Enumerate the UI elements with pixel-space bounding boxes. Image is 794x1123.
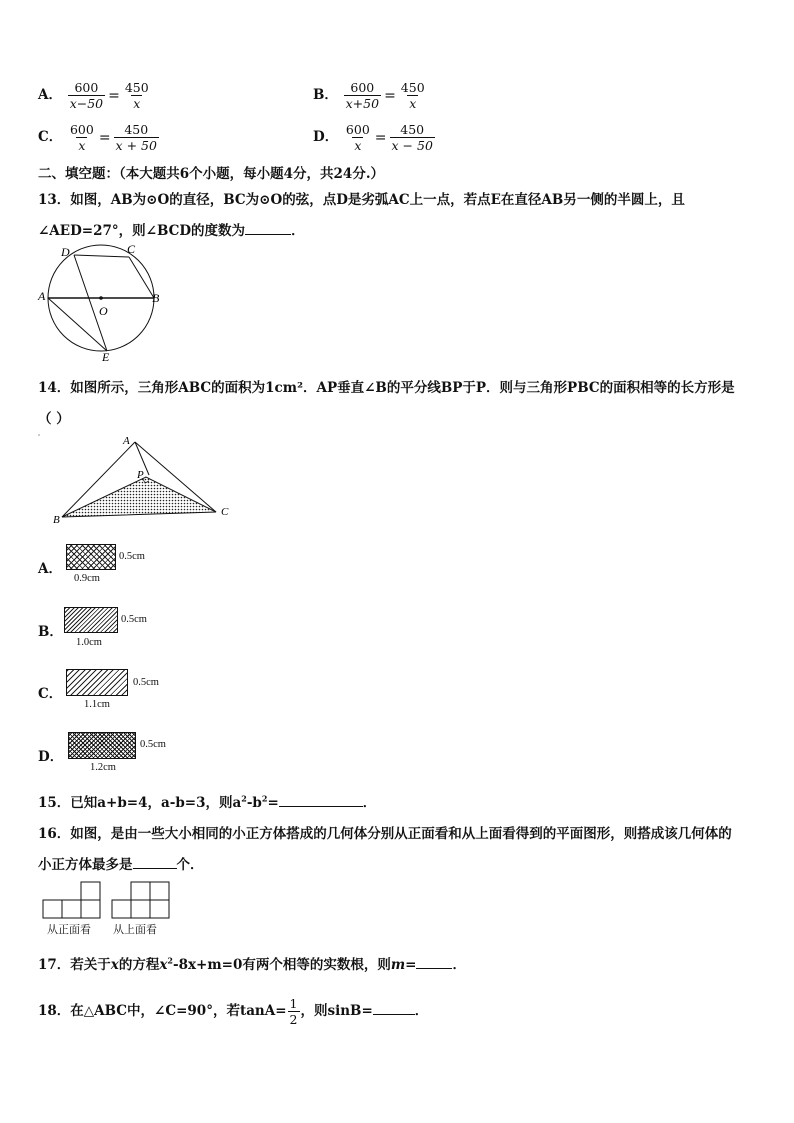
- top-view: [112, 882, 169, 918]
- label-b: B: [152, 291, 160, 305]
- q14-option-b-rect: [64, 607, 118, 633]
- q14-option-d-height: 0.5cm: [140, 739, 166, 750]
- q14-option-a-rect: [66, 544, 116, 570]
- label-c: C: [221, 506, 229, 518]
- section-heading: 二、填空题：（本大题共6个小题，每小题4分，共24分.）: [38, 166, 385, 182]
- q16-answer-blank[interactable]: [133, 856, 177, 869]
- label-o: O: [99, 304, 108, 318]
- label-p: P: [137, 469, 144, 481]
- q14-option-d-rect: [68, 732, 136, 759]
- q13-answer-blank[interactable]: [245, 222, 291, 235]
- option-c: C． $\frac{600}{x}$ = $\frac{450}{x + 50}$: [38, 122, 157, 153]
- q14-option-a-label: A．: [38, 561, 62, 577]
- q14-option-c-label: C．: [38, 686, 63, 702]
- q13-line2: ∠AED=27°，则∠BCD的度数为 ．: [38, 223, 305, 239]
- q14-triangle-diagram: [36, 430, 246, 530]
- q14-option-b-width: 1.0cm: [76, 637, 102, 648]
- option-b: B． $\frac{600}{x+50}$ = $\frac{450}{x}$: [313, 80, 425, 111]
- option-a: A． $\frac{600}{x-50}$ = $\frac{450}{x}$: [38, 80, 149, 111]
- q13-line1: 13．如图，AB为⊙O的直径，BC为⊙O的弦，点D是劣弧AC上一点，若点E在直径AB另一侧的半圆上，且: [38, 192, 685, 208]
- q14-option-c-height: 0.5cm: [133, 677, 159, 688]
- q16-line1: 16．如图，是由一些大小相同的小正方体搭成的几何体分别从正面看和从上面看得到的平面图形，则搭成该几何体的: [38, 826, 732, 842]
- q14-option-d-label: D．: [38, 749, 64, 765]
- q14-option-c-rect: [66, 669, 128, 696]
- label-d: D: [61, 245, 70, 259]
- q14-option-a-height: 0.5cm: [119, 551, 145, 562]
- q18-line: 18．在△ABC中，∠C=90°，若tanA= $\frac{1}{2}$ ，则sinB= ．: [38, 996, 429, 1027]
- q17-line: 17．若关于x的方程$x^2-8x+m=0$有两个相等的实数根，则m= ．: [38, 955, 466, 973]
- front-view: [43, 882, 100, 918]
- q14-option-d-width: 1.2cm: [90, 762, 116, 773]
- q18-answer-blank[interactable]: [373, 1002, 415, 1015]
- q14-option-c-width: 1.1cm: [84, 699, 110, 710]
- option-d: D． $\frac{600}{x}$ = $\frac{450}{x - 50}$: [313, 122, 433, 153]
- q14-option-a-width: 0.9cm: [74, 573, 100, 584]
- q15-line: 15．已知a+b=4，a-b=3，则$a^2-b^2=$ ．: [38, 793, 377, 811]
- q17-answer-blank[interactable]: [416, 956, 452, 969]
- label-c: C: [127, 242, 136, 256]
- label-b: B: [53, 514, 60, 526]
- q16-views-diagram: [40, 880, 180, 920]
- q14-option-b-label: B．: [38, 624, 63, 640]
- label-e: E: [102, 350, 110, 364]
- q14-option-b-height: 0.5cm: [121, 614, 147, 625]
- q14-line1: 14．如图所示，三角形ABC的面积为1cm²．AP垂直∠B的平分线BP于P．则与三角形PBC的面积相等的长方形是: [38, 380, 735, 396]
- label-a: A: [123, 435, 130, 447]
- q16-line2: 小正方体最多是 个．: [38, 857, 204, 873]
- top-view-label: 从上面看: [113, 923, 157, 936]
- q13-circle-diagram: [36, 240, 166, 364]
- q15-answer-blank[interactable]: [279, 794, 363, 807]
- q14-line2: （ ）: [38, 411, 70, 427]
- label-a: A: [38, 289, 46, 303]
- front-view-label: 从正面看: [47, 923, 91, 936]
